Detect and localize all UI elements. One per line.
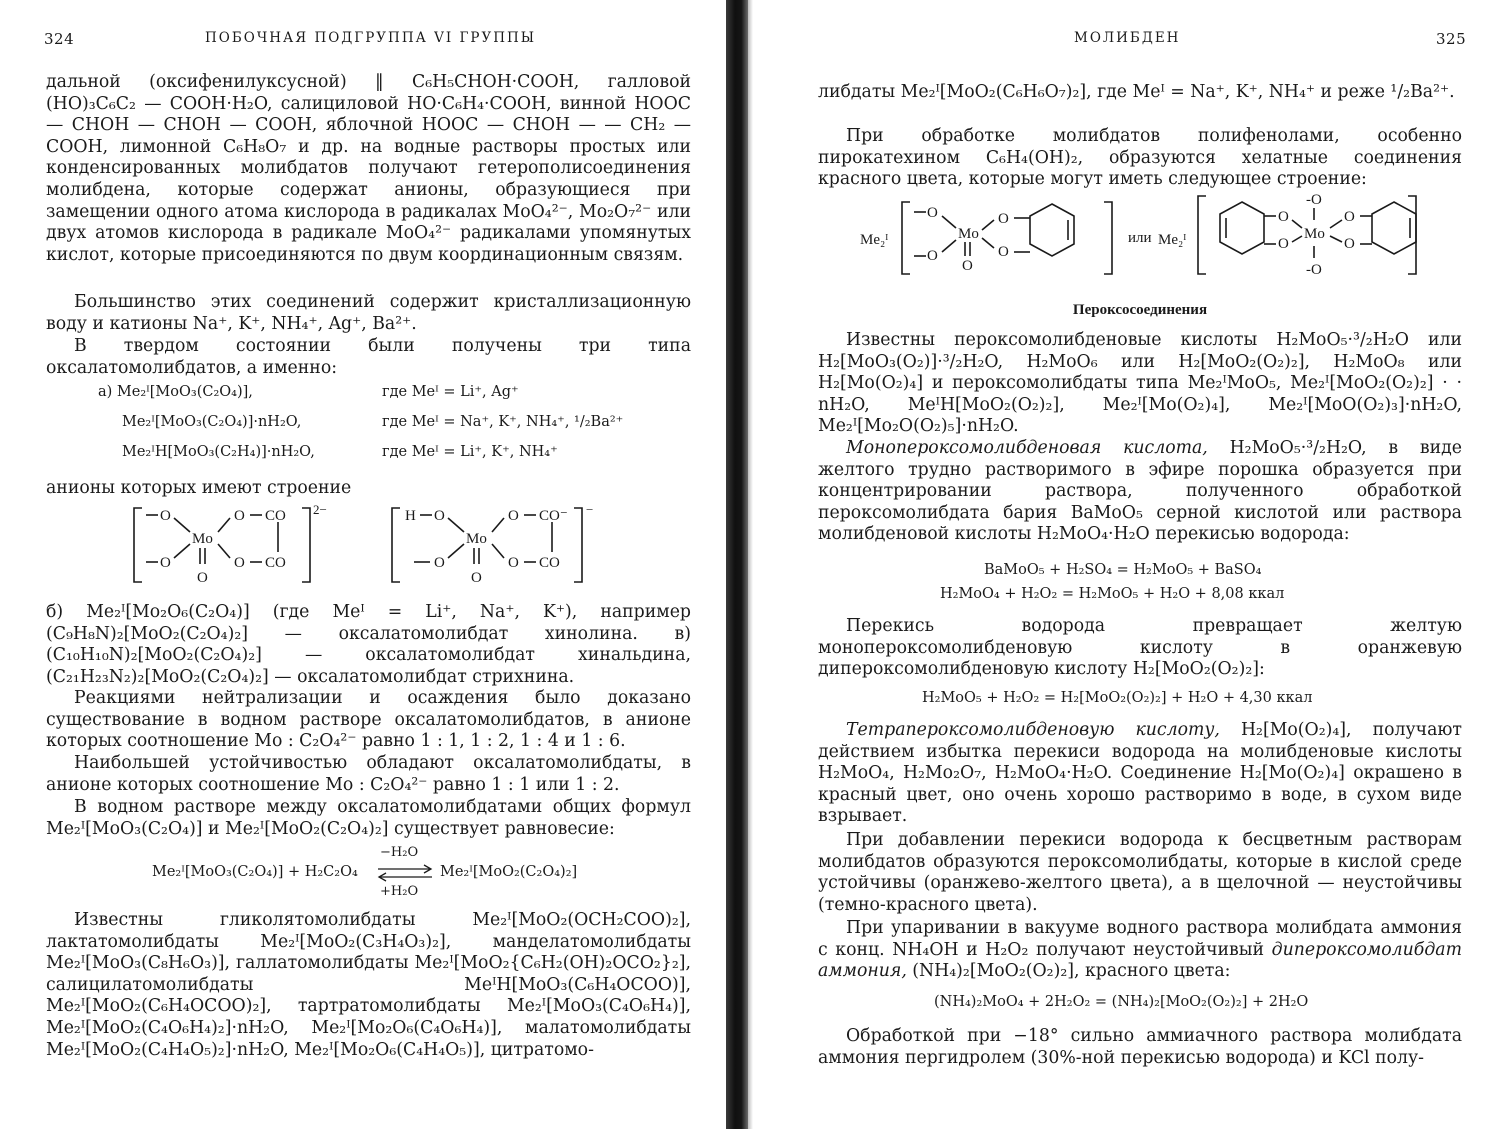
equation-4: (NH₄)₂MoO₄ + 2H₂O₂ = (NH₄)₂[MoO₂(O₂)₂] + 2H₂O (934, 994, 1309, 1010)
atom-o: O (471, 570, 482, 586)
atom-o-bottom: -O (1306, 262, 1322, 278)
left-paragraph-3: В твердом состоянии были получены три типа оксалатомолибдатов, а именно: (46, 336, 691, 378)
section-title: Пероксосоединения (1072, 302, 1208, 318)
list-item-formula: а) Me₂ᴵ[MoO₃(C₂O₄)], (98, 384, 253, 400)
italic-term: Монопероксомолибденовая кислота, (846, 438, 1208, 458)
book-gutter (726, 0, 748, 1129)
right-paragraph-3: Известны пероксомолибденовые кислоты H₂MoO₅·³/₂H₂O или H₂[MoO₃(O₂)]·³/₂H₂O, H₂MoO₆ или H₂[MoO₂(O₂)₂], H₂MoO₈ или H₂[Mo(O₂)₄] и пероксомолибдаты типа Me₂ᴵMoO₅, Me₂ᴵ[MoO₂(O₂)₂] · · nH₂O, MeᴵH[MoO₂(O₂)₂], Me₂ᴵ[Mo(O₂)₄], Me₂ᴵ[MoO(O₂)₃]·nH₂O, Me₂ᴵ[Mo₂O(O₂)₅]·nH₂O. (818, 330, 1462, 437)
list-item-formula: Me₂ᴵ[MoO₃(C₂O₄)]·nH₂O, (122, 414, 302, 430)
metal-label: Me₂ᴵ (860, 232, 889, 248)
charge-label: − (586, 502, 594, 517)
right-paragraph-2: При обработке молибдатов полифенолами, особенно пирокатехином C₆H₄(OH)₂, образуются хелатные соединения красного цвета, которые могут иметь следующее строение: (818, 126, 1462, 190)
right-paragraph-8 (818, 918, 1462, 983)
equilibrium-arrows-icon (374, 862, 436, 884)
charge-label: 2− (313, 502, 327, 517)
left-running-head: ПОБОЧНАЯ ПОДГРУППА VI ГРУППЫ (205, 30, 537, 46)
equation-3: H₂MoO₅ + H₂O₂ = H₂[MoO₂(O₂)₂] + H₂O + 4,30 ккал (922, 690, 1313, 706)
left-paragraph-8: В водном растворе между оксалатомолибдатами общих формул Me₂ᴵ[MoO₃(C₂O₄)] и Me₂ᴵ[MoO₂(C₂O₄)₂] существует равновесие: (46, 797, 691, 839)
atom-o: O (962, 258, 973, 274)
right-page (752, 0, 1506, 1129)
atom-mo: Mo (466, 531, 487, 547)
atom-o: O (998, 211, 1009, 227)
oxalato-anion-structures (130, 502, 610, 592)
atom-o: O (434, 555, 445, 571)
atom-o: O (1344, 209, 1355, 225)
atom-o: O (998, 244, 1009, 260)
atom-o: O (197, 570, 208, 586)
atom-o: O (160, 508, 171, 524)
equilibrium-bottom-label: +H₂O (380, 884, 419, 899)
group-co: CO (265, 508, 286, 524)
atom-o-top: -O (1306, 192, 1322, 208)
group-co: CO (265, 555, 286, 571)
list-item-where: где Meᴵ = Na⁺, K⁺, NH₄⁺, ¹/₂Ba²⁺ (382, 414, 624, 430)
list-item-where: где Meᴵ = Li⁺, K⁺, NH₄⁺ (382, 444, 558, 460)
italic-term: дипероксомолибдат аммония, (818, 939, 1462, 982)
right-paragraph-1: либдаты Me₂ᴵ[MoO₂(C₆H₆O₇)₂], где Meᴵ = Na⁺, K⁺, NH₄⁺ и реже ¹/₂Ba²⁺. (818, 82, 1455, 102)
atom-h: H (405, 508, 416, 524)
left-paragraph-6: Реакциями нейтрализации и осаждения было доказано существование в водном растворе оксалатомолибдатов, в анионе которых соотношение Mo : C₂O₄²⁻ равно 1 : 1, 1 : 2, 1 : 4 и 1 : 6. (46, 688, 691, 752)
italic-term: Тетрапероксомолибденовую кислоту, (846, 720, 1220, 740)
right-paragraph-6 (818, 720, 1462, 828)
atom-o: O (927, 248, 938, 264)
left-paragraph-9: Известны гликолятомолибдаты Me₂ᴵ[MoO₂(OCH₂COO)₂], лактатомолибдаты Me₂ᴵ[MoO₂(C₃H₄O₃)₂], манделатомолибдаты Me₂ᴵ[MoO₃(C₈H₆O₃)], галлатомолибдаты Me₂ᴵ[MoO₂{C₆H₂(OH)₂OCO₂}₂], салицилатомолибдаты MeᴵH[MoO₃(C₆H₄OCOO)], Me₂ᴵ[MoO₂(C₆H₄OCOO)₂], тартратомолибдаты Me₂ᴵ[MoO₃(C₄O₆H₄)], Me₂ᴵ[MoO₂(C₄O₆H₄)₂]·nH₂O, Me₂ᴵ[Mo₂O₆(C₄O₆H₄)], малатомолибдаты Me₂ᴵ[MoO₂(C₄H₄O₅)₂]·nH₂O, Me₂ᴵ[Mo₂O₆(C₄H₄O₅)], цитратомо- (46, 910, 691, 1060)
left-paragraph-4: анионы которых имеют строение (46, 478, 352, 498)
group-co: CO (539, 555, 560, 571)
left-paragraph-1: дальной (оксифенилуксусной) ‖ C₆H₅CHOH·COOH, галловой (HO)₃C₆C₂ — COOH·H₂O, салициловой HO·C₆H₄·COOH, винной HOOC — CHOH — CHOH — COOH, яблочной HOOC — CHOH — — CH₂ — COOH, лимонной C₆H₈O₇ и др. на водные растворы простых или конденсированных молибдатов получают гетерополисоединения молибдена, которые содержат анионы, образующиеся при замещении одного атома кислорода в радикалах MoO₄²⁻, Mo₂O₇²⁻ или двух атомов кислорода в радикале MoO₄²⁻ радикалами упомянутых кислот, которые присоединяются по двум координационным связям. (46, 72, 691, 265)
left-paragraph-2: Большинство этих соединений содержит кристаллизационную воду и катионы Na⁺, K⁺, NH₄⁺, Ag⁺, Ba²⁺. (46, 292, 691, 334)
right-running-head: МОЛИБДЕН (1074, 30, 1181, 46)
right-page-number: 325 (1436, 30, 1467, 48)
atom-mo: Mo (1304, 226, 1325, 242)
right-paragraph-5: Перекись водорода превращает желтую монопероксомолибденовую кислоту в оранжевую дипероксомолибденовую кислоту H₂[MoO₂(O₂)₂]: (818, 616, 1462, 680)
list-item-formula: Me₂ᴵH[MoO₃(C₂H₄)]·nH₂O, (122, 444, 315, 460)
metal-label: Me₂ᴵ (1158, 232, 1187, 248)
group-co-minus: CO⁻ (539, 508, 568, 524)
paragraph-text: H₂MoO₅·³/₂H₂O, в виде желтого трудно растворимого в эфире порошка образуется при концентрировании раствора, полученного обработкой пероксомолибдата бария BaMoO₅ серной кислотой или раствора молибденовой кислоты H₂MoO₄·H₂O перекисью водорода: (818, 438, 1462, 545)
left-page (0, 0, 728, 1129)
list-item-where: где Meᴵ = Li⁺, Ag⁺ (382, 384, 519, 400)
right-paragraph-4 (818, 438, 1462, 546)
atom-o: O (234, 555, 245, 571)
or-label: или (1128, 230, 1152, 246)
equilibrium-left: Me₂ᴵ[MoO₃(C₂O₄)] + H₂C₂O₄ (152, 864, 358, 880)
right-paragraph-9: Обработкой при −18° сильно аммиачного раствора молибдата аммония пергидролем (30%-ной перекисью водорода) и KCl полу- (818, 1026, 1462, 1068)
atom-o: O (160, 555, 171, 571)
atom-o: O (508, 508, 519, 524)
equation-2: H₂MoO₄ + H₂O₂ = H₂MoO₅ + H₂O + 8,08 ккал (940, 586, 1285, 602)
atom-o: O (234, 508, 245, 524)
left-paragraph-7: Наибольшей устойчивостью обладают оксалатомолибдаты, в анионе которых соотношение Mo : C₂O₄²⁻ равно 1 : 1 или 1 : 2. (46, 753, 691, 795)
paragraph-text: При упаривании в вакууме водного раствора молибдата аммония с конц. NH₄OH и H₂O₂ получают неустойчивый (818, 918, 1462, 960)
catechol-chelate-structures (852, 190, 1472, 280)
equation-1: BaMoO₅ + H₂SO₄ = H₂MoO₅ + BaSO₄ (984, 562, 1262, 578)
paragraph-text: H₂[Mo(O₂)₄], получают действием избытка перекиси водорода на молибденовые кислоты H₂MoO₄, H₂Mo₂O₇, H₂MoO₄·H₂O. Соединение H₂[Mo(O₂)₄] окрашено в красный цвет, оно очень хорошо растворимо в воде, в сухом виде взрывает. (818, 720, 1462, 827)
atom-mo: Mo (192, 531, 213, 547)
equilibrium-top-label: −H₂O (380, 845, 419, 860)
atom-o: O (508, 555, 519, 571)
equilibrium-right: Me₂ᴵ[MoO₂(C₂O₄)₂] (440, 864, 578, 880)
atom-o: O (1344, 236, 1355, 252)
atom-o: O (434, 508, 445, 524)
atom-o: O (927, 205, 938, 221)
right-paragraph-7: При добавлении перекиси водорода к бесцветным растворам молибдатов образуются пероксомолибдаты, которые в кислой среде устойчивы (оранжево-желтого цвета), а в щелочной — неустойчивы (темно-красного цвета). (818, 830, 1462, 915)
atom-o: O (1278, 236, 1289, 252)
paragraph-text: (NH₄)₂[MoO₂(O₂)₂], красного цвета: (906, 961, 1231, 982)
atom-o: O (1278, 209, 1289, 225)
left-paragraph-5: б) Me₂ᴵ[Mo₂O₆(C₂O₄)] (где Meᴵ = Li⁺, Na⁺, K⁺), например (C₉H₈N)₂[MoO₂(C₂O₄)₂] — оксалатомолибдат хинолина. в) (C₁₀H₁₀N)₂[MoO₂(C₂O₄)₂] — оксалатомолибдат хинальдина, (C₂₁H₂₃N₂)₂[MoO₂(C₂O₄)₂] — оксалатомолибдат стрихнина. (46, 602, 691, 687)
left-page-number: 324 (44, 30, 75, 48)
atom-mo: Mo (958, 226, 979, 242)
